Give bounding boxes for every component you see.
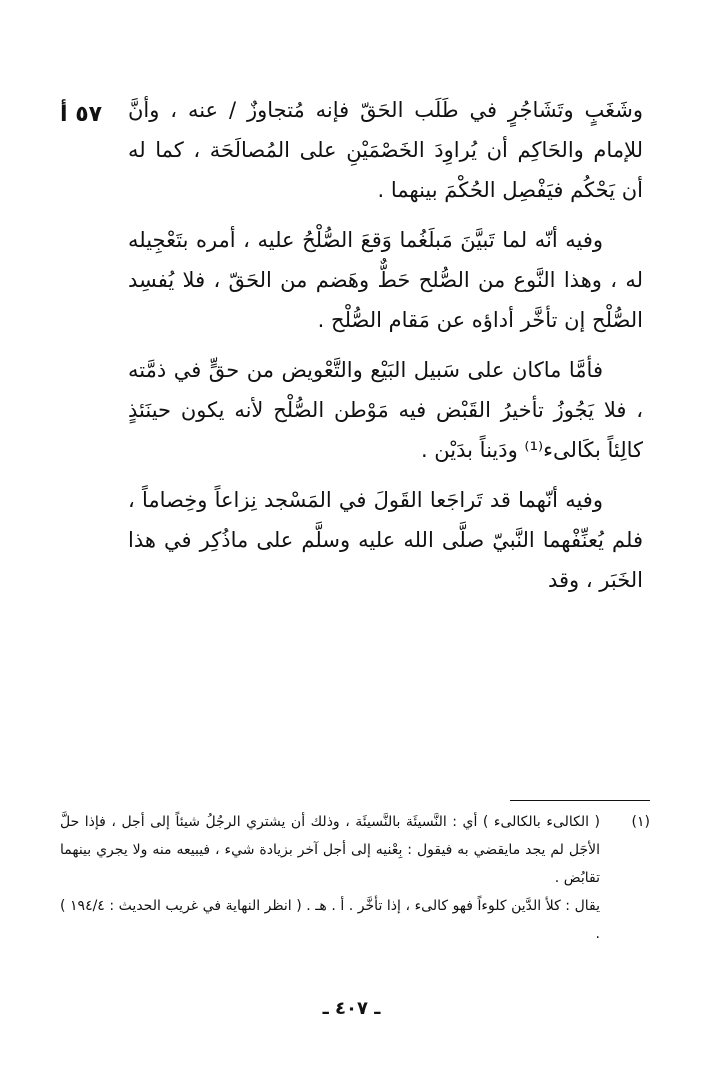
footnote-line: يقال : كلأ الدَّين كلوءاً فهو كالىء ، إذا تأخَّر . أ . هـ . ( انظر النهاية في غريب الحديث : ١٩٤/٤ ) . <box>60 898 600 942</box>
footnote-text <box>60 808 600 948</box>
footnote <box>60 808 650 948</box>
main-text <box>128 90 643 610</box>
page-number: ـ ٤٠٧ ـ <box>322 998 381 1019</box>
footnote-number: (١) <box>631 814 650 830</box>
footnotes <box>60 808 650 948</box>
paragraph: وشَغَبٍ وتَشَاجُرٍ في طَلَب الحَقّ فإنه مُتجاوزٌ / عنه ، وأنَّ للإمام والحَاكِم أن يُراوِدَ الخَصْمَيْنِ على المُصالَحَة ، كما له أن يَحْكُم فيَفْصِل الحُكْمَ بينهما . <box>128 98 643 202</box>
paragraph: وفيه أنّه لما تَبيَّنَ مَبلَغُما وَقعَ الصُّلْحُ عليه ، أمره بتَعْجِيله له ، وهذا النَّوع من الصُّلح حَطٌّ وهَضم من الحَقّ ، فلا يُفسِد الصُّلْح إن تأخَّر أداؤه عن مَقام الصُّلْح . <box>128 228 643 332</box>
margin-folio-note: ٥٧ أ <box>60 102 103 127</box>
paragraph: فأمَّا ماكان على سَبيل البَيْع والتَّعْويض من حقٍّ في ذمَّته ، فلا يَجُوزُ تأخيرُ القَبْض فيه مَوْطن الصُّلْح لأنه يكون حينَئذٍ كالِئاً بكَالىء⁽¹⁾ ودَيناً بدَيْن . <box>128 358 643 462</box>
paragraph: وفيه أنّهما قد تَراجَعا القَولَ في المَسْجد نِزاعاً وخِصاماً ، فلم يُعنِّفْهما النَّبيّ صلَّى الله عليه وسلَّم على ماذُكِر في هذا الخَبَر ، وقد <box>128 488 643 592</box>
footnote-line: ( الكالىء بالكالىء ) أي : النَّسيئَة بالنَّسيئَة ، وذلك أن يشتري الرجُلُ شيئاً إلى أجل ، فإذا حلَّ الأجَل لم يجد مايقضي به فيقول : بِعْنيه إلى أجل آخر بزيادة شيء ، فيبيعه منه ولا يجري بينهما تقابُض . <box>60 814 600 886</box>
footnote-separator <box>510 800 650 801</box>
